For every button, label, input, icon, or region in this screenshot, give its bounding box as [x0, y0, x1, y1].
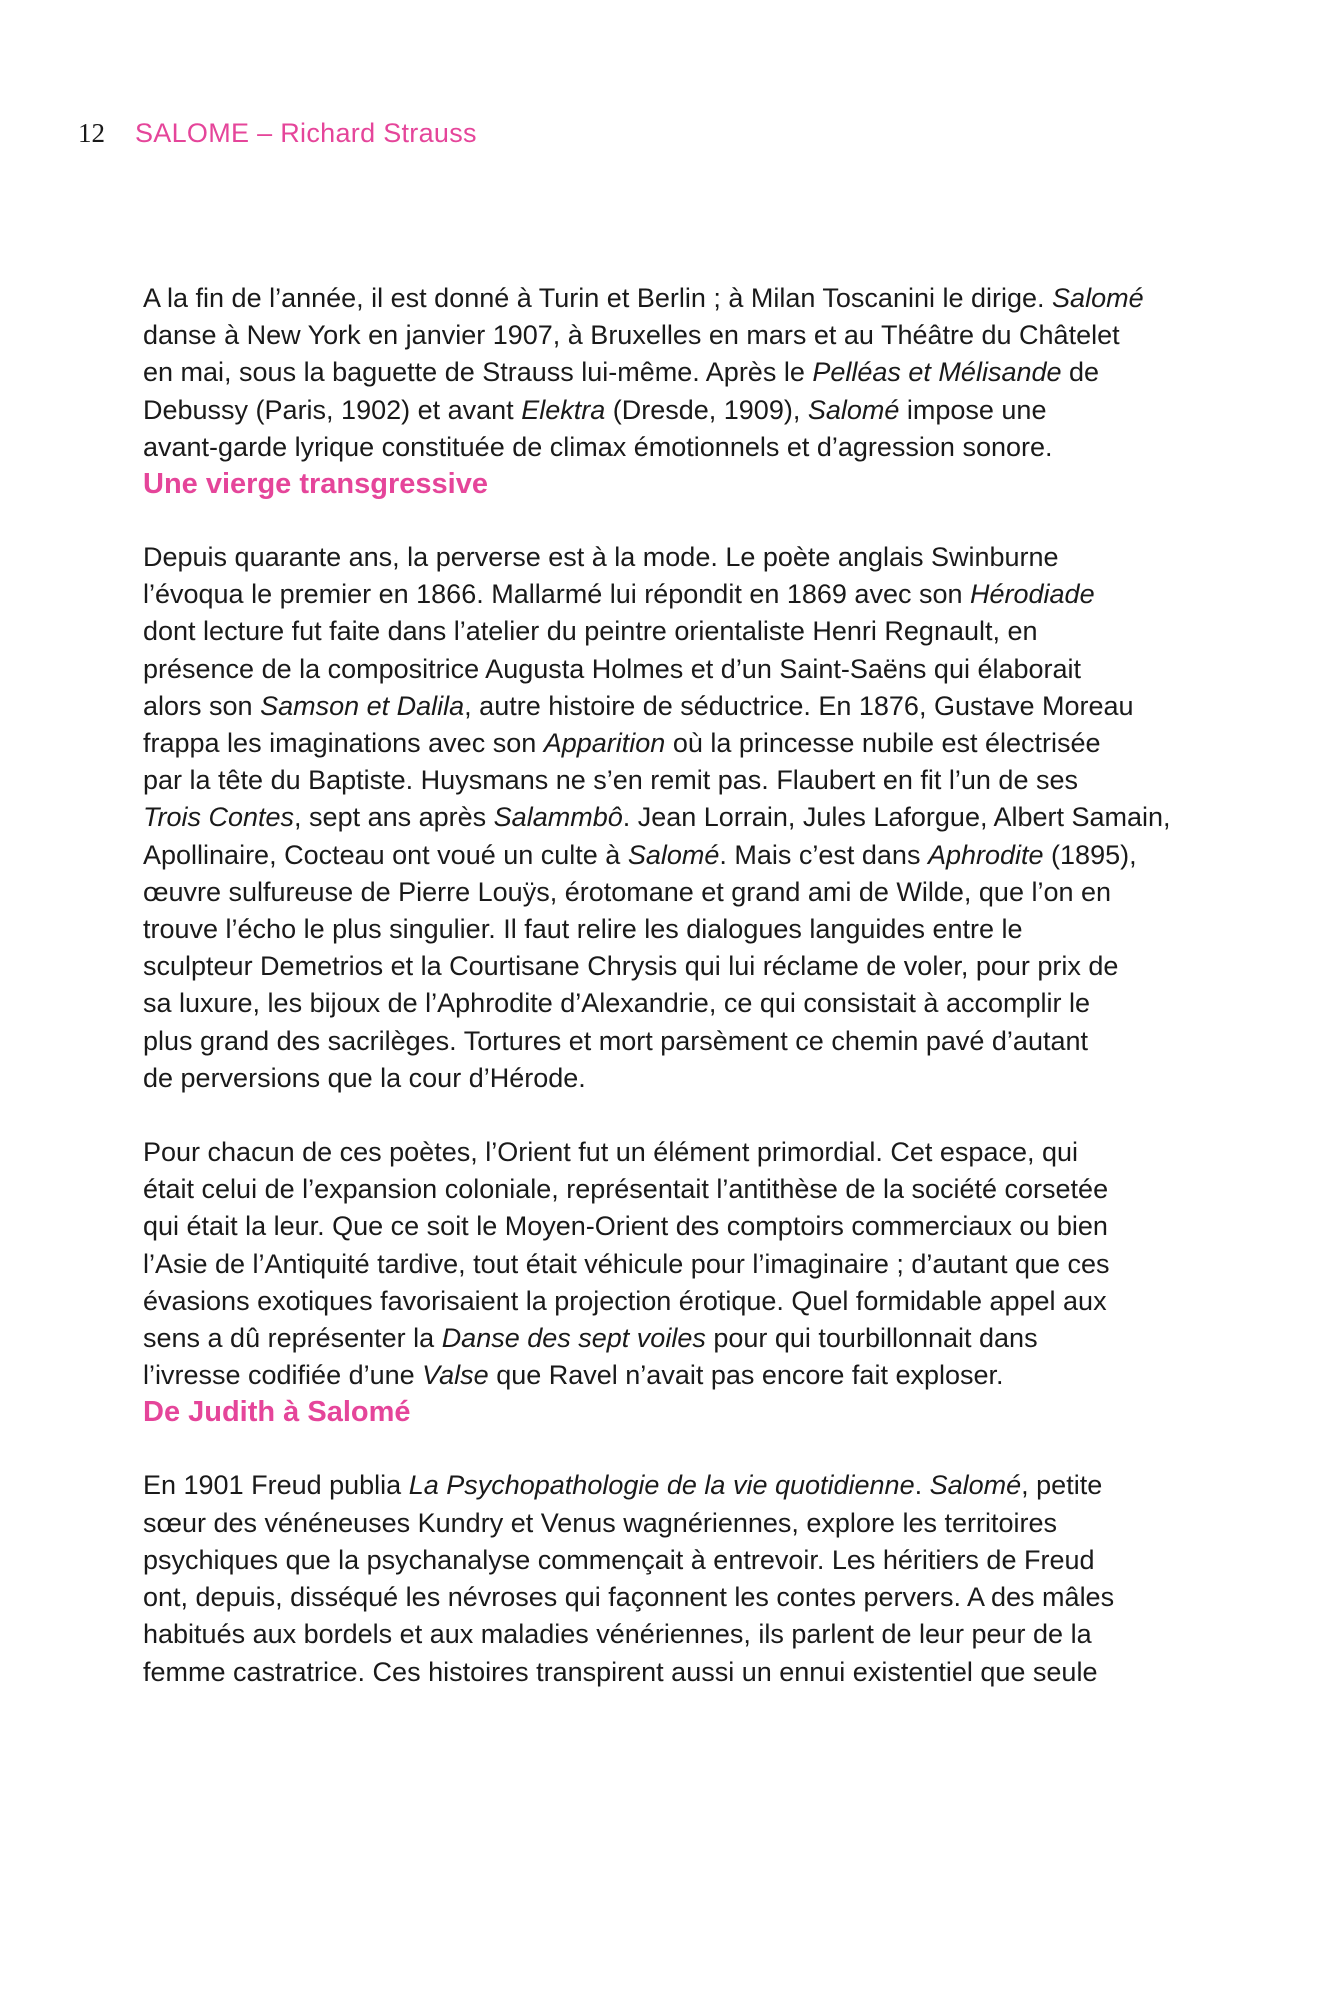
text-line: alors son Samson et Dalila, autre histoire de séductrice. En 1876, Gustave Moreau — [143, 690, 1134, 721]
text-line: dont lecture fut faite dans l’atelier du peintre orientaliste Henri Regnault, en — [143, 616, 1038, 647]
paragraph-1 — [143, 280, 1203, 466]
running-title: SALOME – Richard Strauss — [135, 118, 477, 148]
text-line: avant-garde lyrique constituée de climax émotionnels et d’agression sonore. — [143, 431, 1053, 462]
text-line: femme castratrice. Ces histoires transpirent aussi un ennui existentiel que seule — [143, 1656, 1098, 1687]
text-line: l’évoqua le premier en 1866. Mallarmé lui répondit en 1869 avec son Hérodiade — [143, 579, 1095, 610]
paragraph-4 — [143, 1467, 1203, 1690]
text-line: ont, depuis, disséqué les névroses qui façonnent les contes pervers. A des mâles — [143, 1582, 1115, 1613]
text-line: danse à New York en janvier 1907, à Bruxelles en mars et au Théâtre du Châtelet — [143, 320, 1120, 351]
text-line: sculpteur Demetrios et la Courtisane Chrysis qui lui réclame de voler, pour prix de — [143, 951, 1119, 982]
text-line: sens a dû représenter la Danse des sept voiles pour qui tourbillonnait dans — [143, 1323, 1038, 1354]
text-line: qui était la leur. Que ce soit le Moyen-Orient des comptoirs commerciaux ou bien — [143, 1211, 1108, 1242]
text-line: psychiques que la psychanalyse commençait à entrevoir. Les héritiers de Freud — [143, 1544, 1095, 1575]
text-line: Debussy (Paris, 1902) et avant Elektra (Dresde, 1909), Salomé impose une — [143, 394, 1047, 425]
text-line: œuvre sulfureuse de Pierre Louÿs, érotomane et grand ami de Wilde, que l’on en — [143, 876, 1112, 907]
paragraph-3 — [143, 1134, 1203, 1394]
text-line: En 1901 Freud publia La Psychopathologie de la vie quotidienne. Salomé, petite — [143, 1470, 1103, 1501]
text-line: Pour chacun de ces poètes, l’Orient fut un élément primordial. Cet espace, qui — [143, 1137, 1079, 1168]
page-header — [78, 118, 477, 148]
page-body — [143, 280, 1203, 1691]
text-line: évasions exotiques favorisaient la projection érotique. Quel formidable appel aux — [143, 1285, 1107, 1316]
text-line: de perversions que la cour d’Hérode. — [143, 1062, 586, 1093]
text-line: Trois Contes, sept ans après Salammbô. Jean Lorrain, Jules Laforgue, Albert Samain, — [143, 802, 1171, 833]
text-line: par la tête du Baptiste. Huysmans ne s’en remit pas. Flaubert en fit l’un de ses — [143, 765, 1078, 796]
text-line: plus grand des sacrilèges. Tortures et mort parsèment ce chemin pavé d’autant — [143, 1025, 1088, 1056]
section-heading-vierge: Une vierge transgressive — [143, 468, 488, 501]
text-line: Depuis quarante ans, la perverse est à la mode. Le poète anglais Swinburne — [143, 542, 1059, 573]
text-line: frappa les imaginations avec son Apparition où la princesse nubile est électrisée — [143, 728, 1101, 759]
text-line: l’Asie de l’Antiquité tardive, tout était véhicule pour l’imaginaire ; d’autant que ces — [143, 1248, 1110, 1279]
text-line: l’ivresse codifiée d’une Valse que Ravel n’avait pas encore fait exploser. — [143, 1360, 1004, 1391]
text-line: sœur des vénéneuses Kundry et Venus wagnériennes, explore les territoires — [143, 1507, 1057, 1538]
text-line: Apollinaire, Cocteau ont voué un culte à Salomé. Mais c’est dans Aphrodite (1895), — [143, 839, 1137, 870]
text-line: habitués aux bordels et aux maladies vénériennes, ils parlent de leur peur de la — [143, 1619, 1092, 1650]
page-number: 12 — [78, 118, 105, 148]
text-line: A la fin de l’année, il est donné à Turin et Berlin ; à Milan Toscanini le dirige. Salomé — [143, 283, 1144, 313]
text-line: trouve l’écho le plus singulier. Il faut relire les dialogues languides entre le — [143, 914, 1023, 945]
text-line: présence de la compositrice Augusta Holmes et d’un Saint-Saëns qui élaborait — [143, 653, 1082, 684]
text-line: en mai, sous la baguette de Strauss lui-même. Après le Pelléas et Mélisande de — [143, 357, 1100, 388]
paragraph-2 — [143, 539, 1203, 1097]
text-line: était celui de l’expansion coloniale, représentait l’antithèse de la société corsetée — [143, 1174, 1109, 1205]
section-heading-judith: De Judith à Salomé — [143, 1396, 411, 1429]
text-line: sa luxure, les bijoux de l’Aphrodite d’Alexandrie, ce qui consistait à accomplir le — [143, 988, 1090, 1019]
